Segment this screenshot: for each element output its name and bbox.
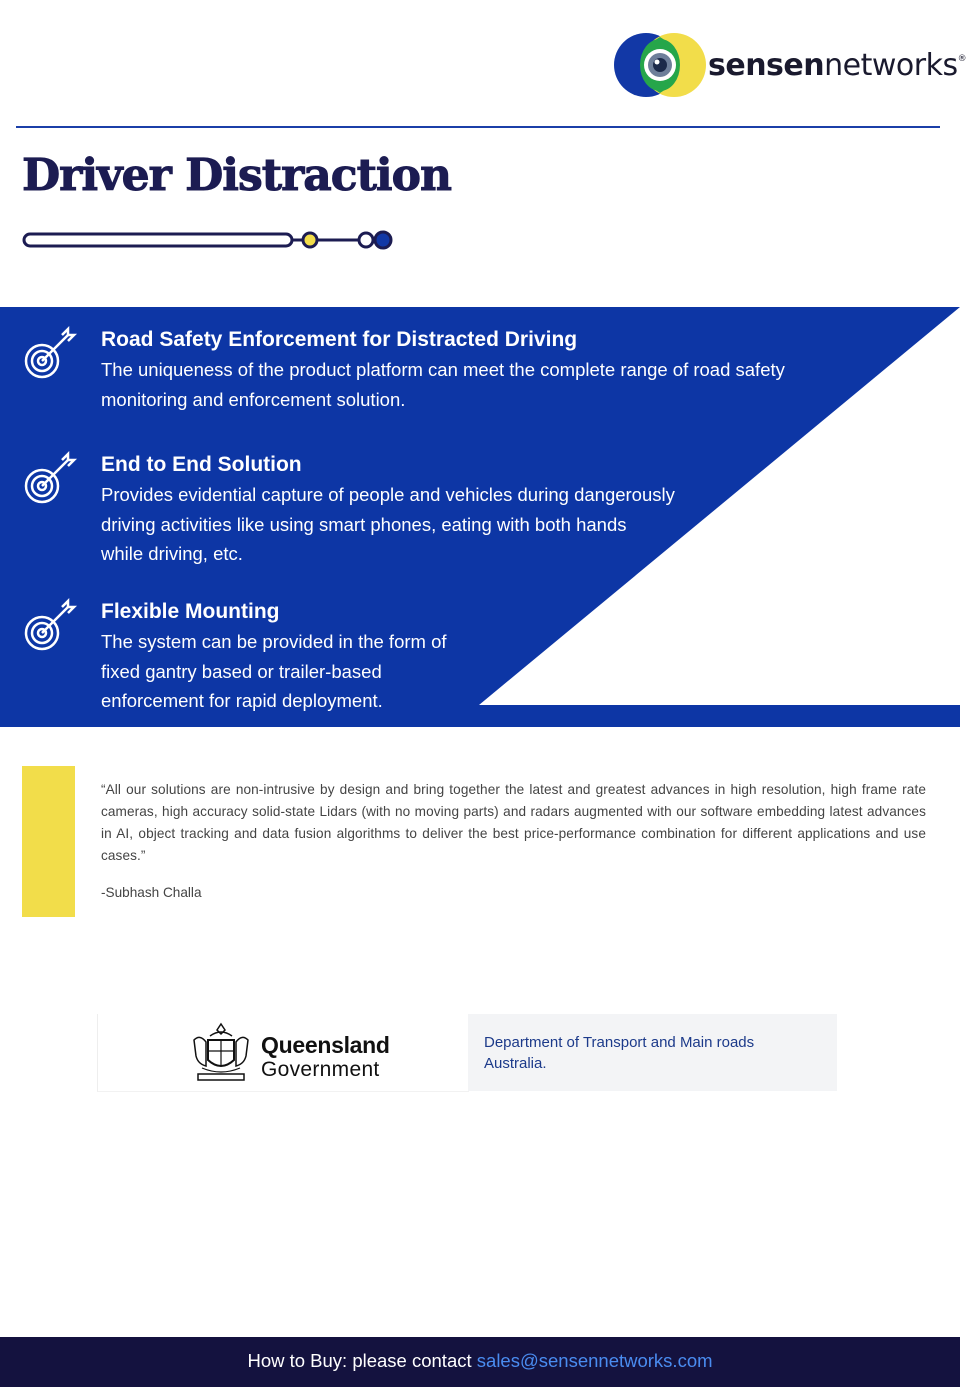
feature-body: The uniqueness of the product platform can meet the complete range of road safety monitoring and enforcement solution.: [101, 359, 785, 410]
page-title: Driver Distraction: [22, 150, 451, 201]
queensland-wordmark: Queensland: [261, 1032, 390, 1058]
partner-card: [97, 1014, 837, 1091]
feature-body: Provides evidential capture of people and vehicles during dangerously driving activities like using smart phones, eating with both hands while driving, etc.: [101, 484, 675, 564]
features-band: [0, 307, 960, 727]
feature-heading: Flexible Mounting: [101, 600, 280, 623]
quote-author: -Subhash Challa: [101, 885, 202, 900]
government-wordmark: Government: [261, 1058, 380, 1081]
partner-description: Department of Transport and Main roads Australia.: [484, 1034, 755, 1072]
target-arrow-icon: [22, 327, 76, 379]
footer: [0, 1337, 960, 1387]
feature-heading: Road Safety Enforcement for Distracted Driving: [101, 328, 578, 351]
coat-of-arms-icon: [190, 1020, 252, 1084]
title-decoration: [22, 226, 402, 254]
sensen-networks-logo: [614, 30, 966, 100]
target-arrow-icon: [22, 599, 76, 651]
feature-body: The system can be provided in the form of fixed gantry based or trailer-based enforcement for rapid deployment.: [101, 631, 447, 711]
logo-wordmark: sensennetworks®: [708, 47, 966, 83]
partner-logo-panel: [97, 1014, 469, 1092]
partner-description-panel: [468, 1014, 837, 1091]
footer-text: How to Buy: please contact: [247, 1350, 477, 1371]
header-divider: [16, 126, 940, 128]
sales-email-link[interactable]: sales@sensennetworks.com: [476, 1350, 713, 1371]
target-arrow-icon: [22, 452, 76, 504]
testimonial-quote: “All our solutions are non-intrusive by design and bring together the latest and greatest advances in high resolution, high frame rate cameras, high accuracy solid-state Lidars (with no moving parts) and radars augmented with our software embedding latest advances in AI, object tracking and data fusion algorithms to deliver the best price-performance combination for different applications and use cases.”: [101, 782, 926, 863]
quote-accent-bar: [22, 766, 75, 917]
sensen-eye-icon: [614, 31, 706, 99]
feature-heading: End to End Solution: [101, 453, 302, 476]
